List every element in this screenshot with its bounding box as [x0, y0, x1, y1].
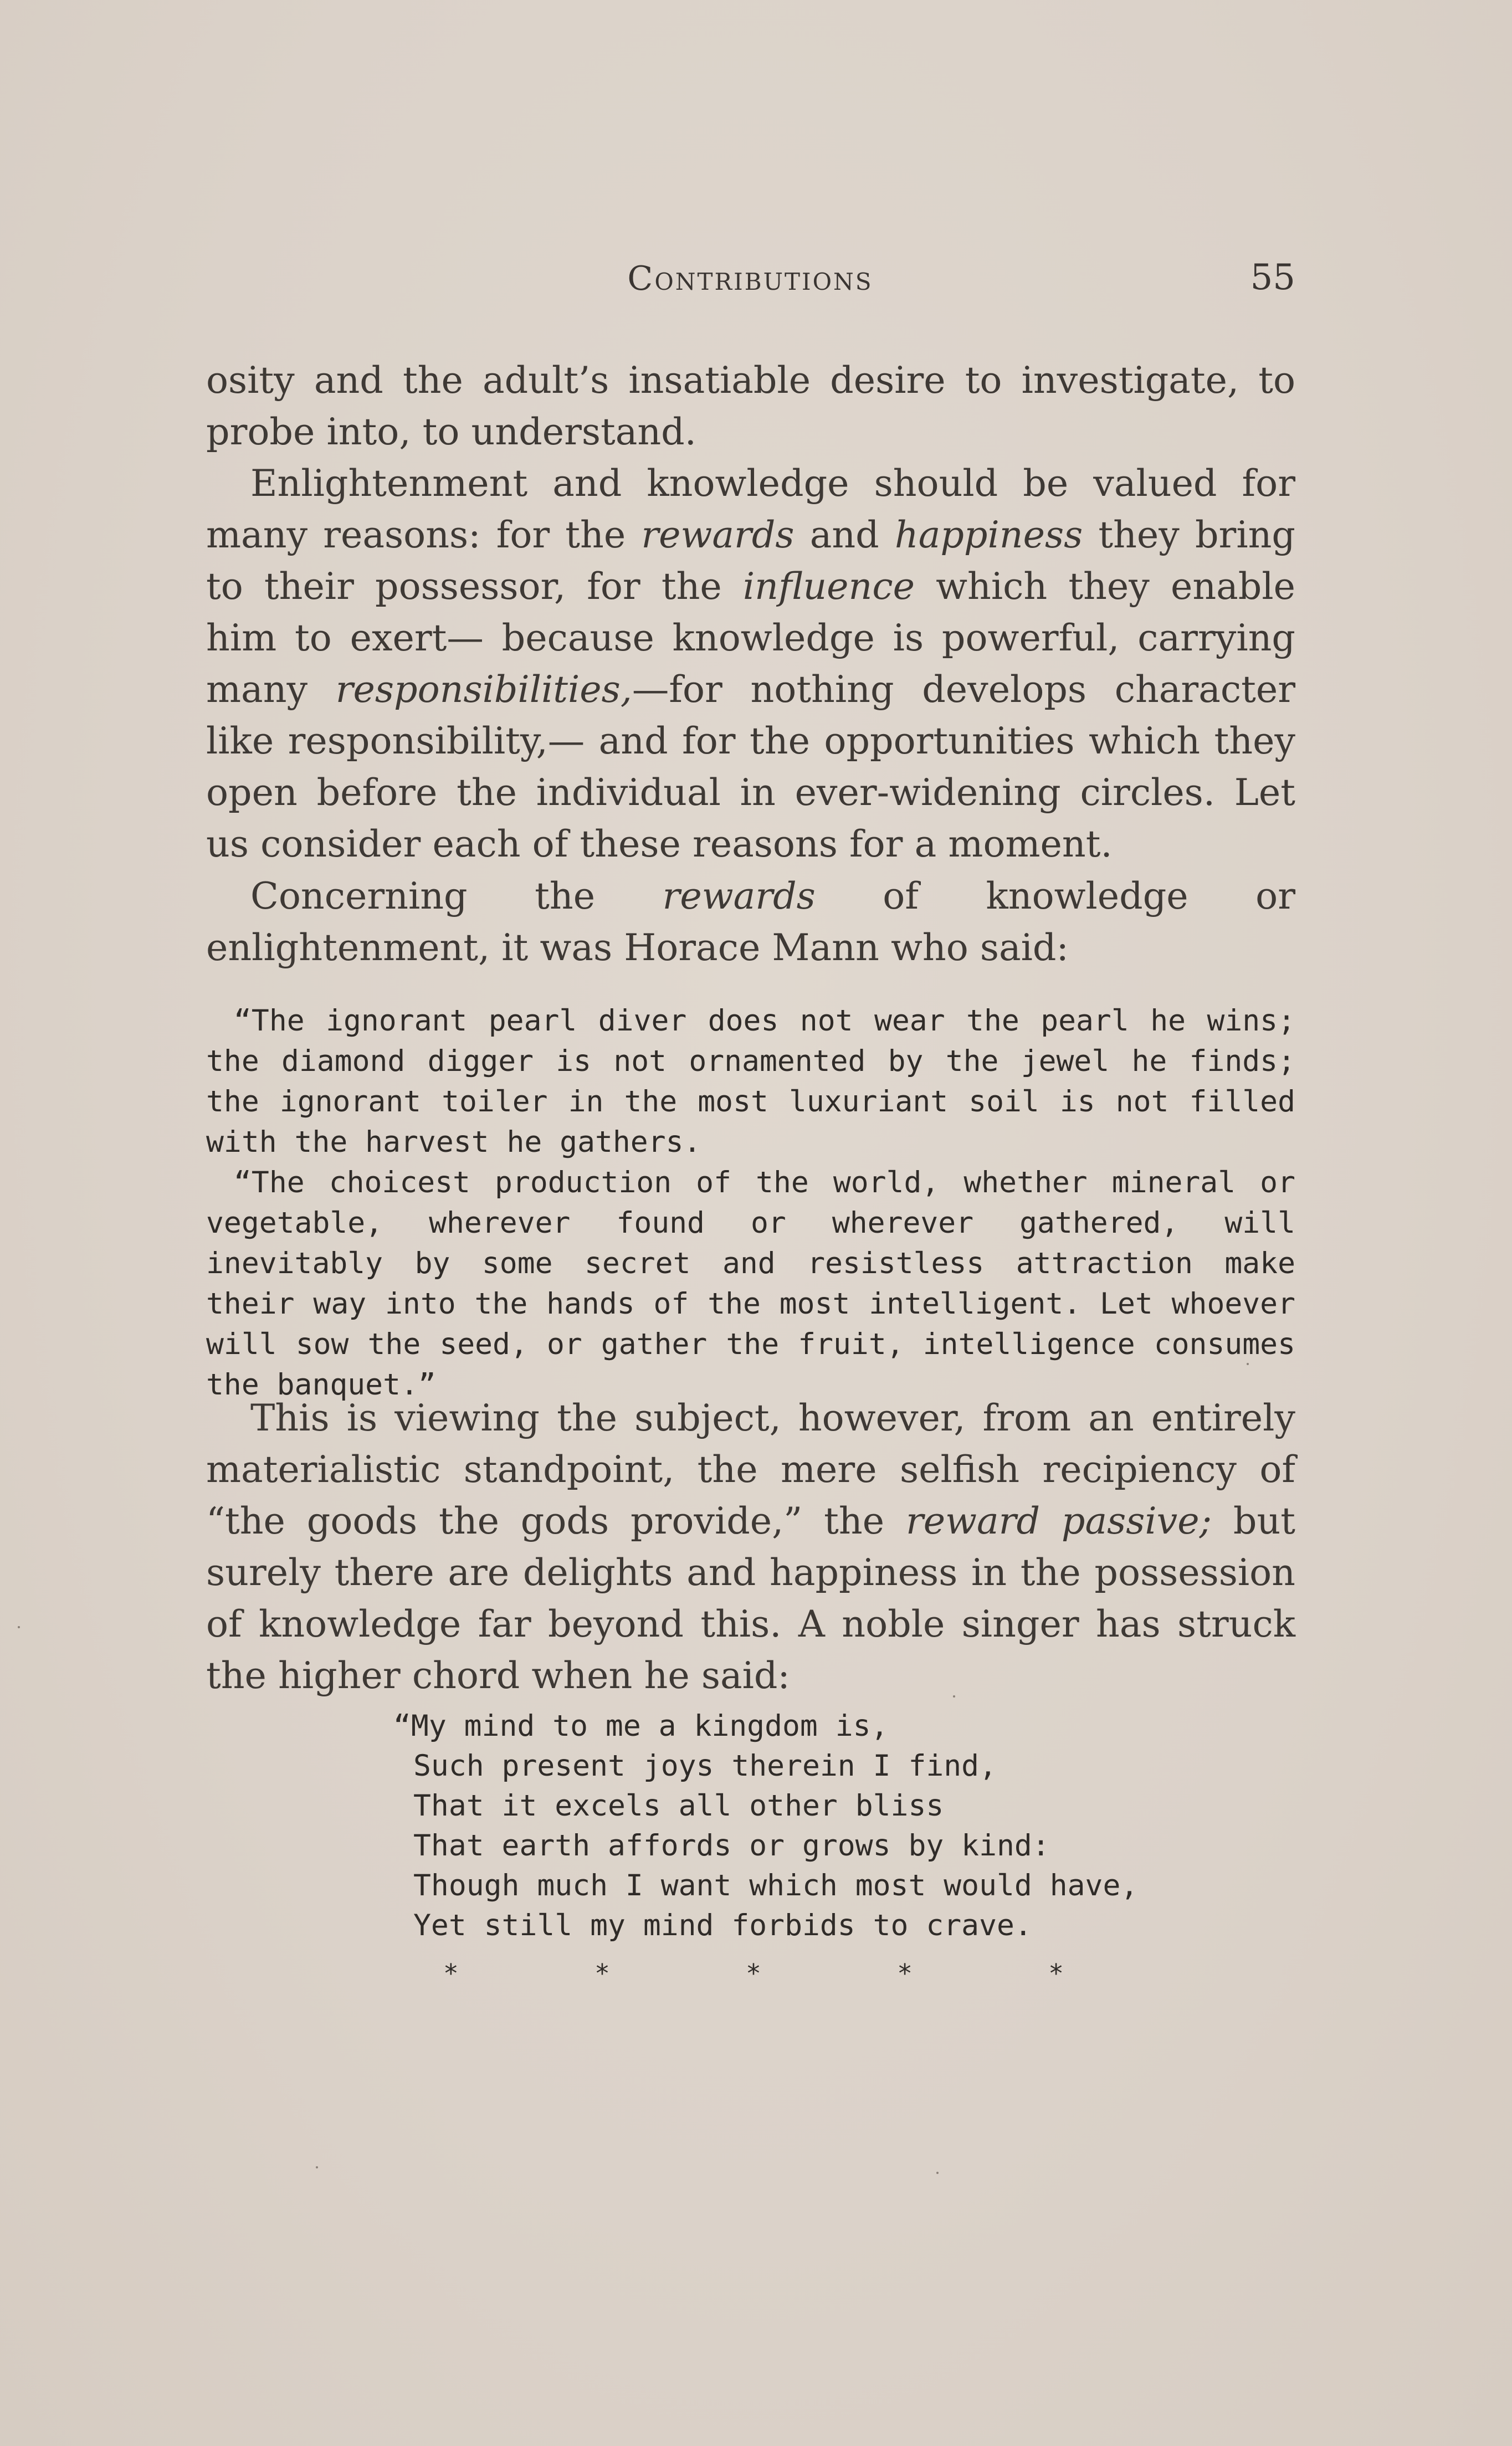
star-4: * — [897, 1958, 913, 1988]
paragraph-3 — [206, 870, 1295, 973]
paragraph-4-part-b: but surely there are delights and happiness in the possession of knowledge far beyond this. A noble singer has struck the higher chord when he said: — [206, 1499, 1295, 1697]
paragraph-4 — [206, 1392, 1295, 1701]
paragraph-3-text — [206, 870, 1295, 973]
poem-line-3: That it excels all other bliss — [413, 1789, 944, 1823]
emphasis-reward-passive: reward passive; — [905, 1499, 1212, 1542]
star-1: * — [443, 1958, 459, 1988]
poem-line-6: Yet still my mind forbids to crave. — [413, 1909, 1032, 1942]
paper-speck — [316, 2166, 318, 2168]
paragraph-2-part-a: Enlightenment and knowledge should be valued for many reasons: for the — [206, 461, 1295, 556]
paragraph-4-part-a: This is viewing the subject, however, from an entirely materialistic standpoint, the mere selfish recipiency of “the goods the gods provide,” the — [206, 1396, 1295, 1542]
poem-line-4: That earth affords or grows by kind: — [413, 1829, 1050, 1863]
quote-paragraph-2: “The choicest production of the world, whether mineral or vegetable, wherever found or wherever gathered, will inevitably by some secret and resistless attraction make their way into the hands of the most intelligent. Let whoever will sow the seed, or gather the fruit, intelligence consumes the banquet.” — [206, 1166, 1295, 1402]
paragraph-2-part-e: —for nothing develops character like responsibility,— and for the opportunities which they open before the individual in ever-widening circles. Let us consider each of these reasons for a moment. — [206, 668, 1295, 865]
paragraph-3-part-a: Concerning the — [250, 874, 663, 917]
paper-speck — [1247, 1363, 1249, 1365]
emphasis-influence: influence — [742, 565, 915, 608]
paragraph-2-part-b: and — [794, 513, 895, 556]
poem-line-1: “My mind to me a kingdom is, — [393, 1709, 889, 1743]
paragraph-2-text — [206, 458, 1295, 870]
paragraph-1-text: osity and the adult’s insatiable desire to investigate, to probe into, to understand. — [206, 358, 1295, 453]
page-header — [205, 259, 1295, 304]
paragraph-2-part-d: which they enable him to exert— because knowledge is powerful, carrying many — [206, 565, 1295, 711]
poem-line-5: Though much I want which most would have, — [413, 1869, 1139, 1903]
poem-stanza — [393, 1706, 1224, 1946]
paragraph-2-part-c: they bring to their possessor, for the — [206, 513, 1296, 608]
emphasis-responsibilities: responsibilities, — [335, 668, 632, 711]
paper-speck — [936, 2172, 939, 2174]
paragraph-1 — [206, 355, 1295, 458]
running-head: Contributions — [627, 259, 873, 298]
paragraph-2 — [206, 458, 1295, 870]
star-2: * — [594, 1958, 610, 1988]
star-3: * — [746, 1958, 761, 1988]
poem-line-2: Such present joys therein I find, — [413, 1749, 997, 1783]
paper-speck — [953, 1695, 955, 1698]
paragraph-4-text — [206, 1392, 1295, 1701]
paragraph-3-part-b: of knowledge or enlightenment, it was Horace Mann who said: — [206, 874, 1295, 969]
emphasis-happiness: happiness — [894, 513, 1083, 556]
quote-paragraph-1: “The ignorant pearl diver does not wear the pearl he wins; the diamond digger is not ornamented by the jewel he finds; the ignorant toiler in the most luxuriant soil is not filled with the harvest he gathers. — [206, 1004, 1295, 1159]
star-5: * — [1048, 1958, 1064, 1988]
block-quote — [206, 1001, 1295, 1405]
ellipsis-stars — [443, 1958, 1064, 1988]
emphasis-rewards: rewards — [641, 513, 795, 556]
paper-speck — [18, 1626, 20, 1628]
emphasis-rewards-2: rewards — [662, 874, 816, 917]
page-number: 55 — [1250, 257, 1295, 298]
